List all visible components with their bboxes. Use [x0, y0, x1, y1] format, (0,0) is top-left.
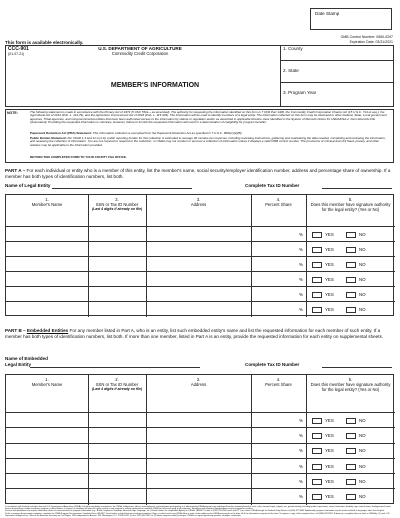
- program-year-label: 3. Program Year: [283, 90, 317, 95]
- column-number: 3.: [196, 377, 201, 382]
- yes-checkbox[interactable]: [312, 292, 322, 298]
- column-header-3: [146, 377, 251, 387]
- no-label: NO: [359, 246, 366, 252]
- part-a-legal-entity-label: Name of Legal Entity: [5, 183, 51, 188]
- column-number: 5.: [348, 377, 353, 382]
- expiration-date: Expiration Date: 03/31/2021: [349, 40, 393, 44]
- ssn-tax-id-cell[interactable]: [88, 287, 146, 302]
- member-name-cell[interactable]: [6, 490, 88, 505]
- date-stamp-label: Date Stamp: [315, 11, 340, 16]
- table-row: [6, 459, 395, 474]
- percent-sign: %: [299, 463, 303, 469]
- address-cell[interactable]: [146, 459, 251, 474]
- part-b-legal-entity-label-1: Name of Embedded: [5, 356, 48, 361]
- footer-complaint: To file a program discrimination complaint, complete the USDA Program Discrimination Complaint Form, AD-3027, found online at http://www.ascr.usda.gov/complaint_filing_cust.html and at any USDA office or write a letter addressed to USDA and provide in the letter all of the information requested in the form. To request a copy of the complaint form, call (866) 632-9992. Submit your completed form or letter to USDA by: (1) mail: U.S. Department of Agriculture, Office of the Assistant Secretary for Civil Rights, 1400 Independence Avenue, SW, Washington, D.C. 20250-9410; (2) fax: (202) 690-7442; or (3) email: program.intake@usda.gov. USDA is an equal opportunity provider, employer, and lender.: [5, 513, 390, 518]
- column-number: 1.: [45, 377, 49, 382]
- yes-checkbox[interactable]: [312, 247, 322, 253]
- percent-sign: %: [299, 261, 303, 267]
- part-a-table: [5, 194, 394, 316]
- yes-label: YES: [325, 417, 334, 423]
- privacy-act-text: The following statement is made in accordance with the Privacy Act of 1974 (5 USC 552a – as amended). The authority for requesting the information identified on this form is 7 CFR Part 1400, the Commodity Credit Corporation Charter Act (15 U.S.C. 714 et seq.), the Agricultural Act of 2014 (Pub. L. 113-79), and the Agriculture Improvement Act of 2018 (Pub. L. 115-334). The information will be used to identify members of a legal entity. The information collected on this form may be disclosed to other Federal, State, Local government agencies, Tribal agencies, and nongovernmental entities that have been authorized access to the information by statute or regulation and/or as described in applicable Routine Uses identified in the System of Records Notice for USDA/FSA-2, Farm Records File (Automated). Providing the requested information is voluntary. However, failure to furnish the requested information will result in a determination of ineligibility for program benefits.: [30, 110, 387, 125]
- ssn-tax-id-cell[interactable]: [88, 490, 146, 505]
- percent-share-cell[interactable]: [251, 287, 306, 302]
- percent-sign: %: [299, 291, 303, 297]
- member-name-cell[interactable]: [6, 287, 88, 302]
- no-checkbox[interactable]: [346, 247, 356, 253]
- address-cell[interactable]: [146, 302, 251, 317]
- percent-sign: %: [299, 432, 303, 438]
- paperwork-statement: [30, 132, 390, 135]
- percent-sign: %: [299, 306, 303, 312]
- no-label: NO: [359, 291, 366, 297]
- column-label: Address: [190, 382, 207, 388]
- column-header-4: [251, 377, 306, 387]
- yes-label: YES: [325, 306, 334, 312]
- column-label: Member's Name: [31, 202, 63, 208]
- no-label: NO: [359, 417, 366, 423]
- yes-checkbox[interactable]: [312, 464, 322, 470]
- column-number: 3.: [196, 197, 201, 202]
- yes-label: YES: [325, 231, 334, 237]
- part-b-tax-id-field[interactable]: [322, 367, 392, 368]
- percent-share-cell[interactable]: [251, 242, 306, 257]
- part-b-text: For any member listed in Part A, who is an entity, list such embedded entity's name and list the requested information for each member of such entity. If a member has both types of identification numbers, list both. If more than one member, listed in Part A is an entity, provide the requested information for each entity on supplemental sheets.: [5, 328, 384, 339]
- part-a-legal-entity-field[interactable]: [52, 188, 192, 189]
- percent-share-cell[interactable]: [251, 302, 306, 317]
- no-label: NO: [359, 478, 366, 484]
- column-number: 2.: [115, 197, 119, 202]
- yes-label: YES: [325, 478, 334, 484]
- column-header-2: [88, 197, 146, 211]
- ssn-tax-id-cell[interactable]: [88, 444, 146, 459]
- table-row: [6, 474, 395, 489]
- yes-checkbox[interactable]: [312, 307, 322, 313]
- county-label: 1. County: [283, 46, 303, 51]
- part-a-heading: PART A –: [5, 168, 26, 173]
- yes-label: YES: [325, 463, 334, 469]
- percent-share-cell[interactable]: [251, 257, 306, 272]
- member-name-cell[interactable]: [6, 413, 88, 428]
- no-label: NO: [359, 432, 366, 438]
- address-cell[interactable]: [146, 444, 251, 459]
- column-label: Percent Share: [265, 202, 292, 208]
- return-instruction: RETURN THIS COMPLETED FORM TO YOUR COUNTY FSA OFFICE.: [30, 155, 127, 159]
- yes-checkbox[interactable]: [312, 494, 322, 500]
- no-checkbox[interactable]: [346, 433, 356, 439]
- percent-share-cell[interactable]: [251, 474, 306, 489]
- table-row: [6, 227, 395, 242]
- yes-label: YES: [325, 448, 334, 454]
- column-label: SSN or Tax ID Number: [95, 382, 139, 388]
- address-cell[interactable]: [146, 242, 251, 257]
- address-cell[interactable]: [146, 474, 251, 489]
- no-checkbox[interactable]: [346, 232, 356, 238]
- table-row: [6, 413, 395, 428]
- part-b-tax-id-label: Complete Tax ID Number: [245, 362, 300, 367]
- part-b-title: Embedded Entities: [26, 328, 69, 333]
- part-b-heading: PART B –: [5, 328, 26, 333]
- column-header-5: [306, 197, 395, 212]
- member-name-cell[interactable]: [6, 474, 88, 489]
- no-checkbox[interactable]: [346, 494, 356, 500]
- burden-text: Per CFAR 1.3 and 11.A (1-6), public reporting burden for this collection is estimated to average 30 minutes per response, including reviewing instructions, gathering and maintaining the data needed, completing and reviewing the information, and reviewing the collection of information. You are not required to respond to the collection, or USDA may not conduct or sponsor a collection of information unless it displays a valid OMB control number. The provisions of criminal and civil fraud, privacy, and other statutes may be applicable to the information provided.: [30, 136, 386, 147]
- form-title: MEMBER'S INFORMATION: [110, 82, 200, 89]
- percent-sign: %: [299, 276, 303, 282]
- column-sublabel: (Last 4 digits if already on file): [91, 207, 143, 212]
- ssn-tax-id-cell[interactable]: [88, 428, 146, 443]
- ssn-tax-id-cell[interactable]: [88, 459, 146, 474]
- no-checkbox[interactable]: [346, 307, 356, 313]
- part-b-legal-entity-label-2: Legal Entity: [5, 361, 32, 367]
- address-cell[interactable]: [146, 257, 251, 272]
- address-cell[interactable]: [146, 227, 251, 242]
- yes-label: YES: [325, 291, 334, 297]
- yes-checkbox[interactable]: [312, 448, 322, 454]
- footer-civil-rights: In accordance with Federal civil rights law and U.S. Department of Agriculture (USDA) civil rights regulations and policies, the USDA, its Agencies, offices, and employees, and institutions participating in or administering USDA programs are prohibited from discriminating based on race, color, national origin, religion, sex, gender identity (including gender expression), sexual orientation, disability, age, marital status, family/parental status, income derived from a public assistance program, political beliefs, or reprisal or retaliation for prior civil rights activity, in any program or activity conducted or funded by USDA (not all bases apply to all programs). Remedies and complaint filing deadlines vary by program or incident.: [5, 506, 392, 511]
- ssn-tax-id-cell[interactable]: [88, 257, 146, 272]
- percent-sign: %: [299, 494, 303, 500]
- ssn-tax-id-cell[interactable]: [88, 227, 146, 242]
- no-checkbox[interactable]: [346, 262, 356, 268]
- no-label: NO: [359, 494, 366, 500]
- part-b-legal-entity-field[interactable]: [30, 367, 200, 368]
- address-cell[interactable]: [146, 413, 251, 428]
- column-label: Member's Name: [31, 382, 63, 388]
- column-label: Percent Share: [265, 382, 292, 388]
- address-cell[interactable]: [146, 490, 251, 505]
- column-label: Address: [190, 202, 207, 208]
- ssn-tax-id-cell[interactable]: [88, 302, 146, 317]
- percent-sign: %: [299, 448, 303, 454]
- omb-number: OMB Control Number: 0560-0297: [340, 35, 393, 39]
- paperwork-label: Paperwork Reduction Act (PRA) Statement:: [30, 131, 92, 135]
- part-b-table-header: [6, 375, 395, 413]
- column-label: SSN or Tax ID Number: [95, 202, 139, 208]
- address-cell[interactable]: [146, 287, 251, 302]
- percent-share-cell[interactable]: [251, 459, 306, 474]
- no-checkbox[interactable]: [346, 277, 356, 283]
- part-b-instructions: [5, 328, 393, 339]
- address-cell[interactable]: [146, 272, 251, 287]
- column-header-2: [88, 377, 146, 391]
- form-id: CCC-901: [8, 46, 29, 52]
- yes-label: YES: [325, 276, 334, 282]
- percent-share-cell[interactable]: [251, 227, 306, 242]
- column-label: Does this member have signature authority for the legal entity? (Yes or No): [310, 382, 391, 393]
- column-number: 5.: [348, 197, 353, 202]
- yes-label: YES: [325, 246, 334, 252]
- subagency-name: Commodity Credit Corporation: [111, 51, 169, 56]
- no-label: NO: [359, 463, 366, 469]
- column-number: 4.: [276, 377, 281, 382]
- table-row: [6, 257, 395, 272]
- yes-label: YES: [325, 494, 334, 500]
- percent-share-cell[interactable]: [251, 490, 306, 505]
- percent-sign: %: [299, 231, 303, 237]
- member-name-cell[interactable]: [6, 302, 88, 317]
- part-b-legal-entity-label: [5, 356, 48, 367]
- member-name-cell[interactable]: [6, 444, 88, 459]
- table-row: [6, 287, 395, 302]
- table-row: [6, 428, 395, 443]
- ssn-tax-id-cell[interactable]: [88, 413, 146, 428]
- agency-name: U.S. DEPARTMENT OF AGRICULTURE: [98, 46, 182, 51]
- table-row: [6, 272, 395, 287]
- column-label: Does this member have signature authority for the legal entity? (Yes or No): [310, 202, 391, 213]
- column-header-5: [306, 377, 395, 392]
- column-sublabel: (Last 4 digits if already on file): [91, 387, 143, 392]
- address-cell[interactable]: [146, 428, 251, 443]
- yes-checkbox[interactable]: [312, 433, 322, 439]
- percent-share-cell[interactable]: [251, 428, 306, 443]
- column-number: 1.: [45, 197, 49, 202]
- no-checkbox[interactable]: [346, 479, 356, 485]
- no-label: NO: [359, 276, 366, 282]
- no-checkbox[interactable]: [346, 292, 356, 298]
- no-checkbox[interactable]: [346, 448, 356, 454]
- percent-sign: %: [299, 417, 303, 423]
- part-a-tax-id-field[interactable]: [322, 188, 392, 189]
- column-header-3: [146, 197, 251, 207]
- member-name-cell[interactable]: [6, 257, 88, 272]
- no-label: NO: [359, 231, 366, 237]
- part-a-tax-id-label: Complete Tax ID Number: [245, 183, 300, 188]
- no-checkbox[interactable]: [346, 464, 356, 470]
- yes-checkbox[interactable]: [312, 262, 322, 268]
- member-name-cell[interactable]: [6, 272, 88, 287]
- table-row: [6, 444, 395, 459]
- yes-checkbox[interactable]: [312, 232, 322, 238]
- yes-label: YES: [325, 432, 334, 438]
- part-a-text: For each individual or entity who is a member of this entity, list the member's name, social security/employer identification number, address and percentage share of ownership. If a member has both types of identification numbers, list both.: [5, 168, 391, 179]
- member-name-cell[interactable]: [6, 428, 88, 443]
- no-label: NO: [359, 261, 366, 267]
- member-name-cell[interactable]: [6, 459, 88, 474]
- note-label: NOTE:: [7, 111, 18, 115]
- percent-share-cell[interactable]: [251, 444, 306, 459]
- percent-share-cell[interactable]: [251, 272, 306, 287]
- part-a-table-header: [6, 195, 395, 227]
- no-label: NO: [359, 306, 366, 312]
- ssn-tax-id-cell[interactable]: [88, 272, 146, 287]
- date-stamp-box: [310, 8, 392, 30]
- form-date: (01-07-21): [8, 52, 25, 56]
- footer-disabilities: Persons with disabilities who require alternative means of communication for program information (e.g., Braille, large print, audiotape, American Sign Language, etc.) should contact the responsible Agency or USDA's TARGET Center at (202) 720-2600 (voice and TTY) or contact USDA through the Federal Relay Service at (800) 877-8339. Additionally, program information may be made available in languages other than English.: [5, 510, 385, 512]
- column-number: 4.: [276, 197, 281, 202]
- member-name-cell[interactable]: [6, 227, 88, 242]
- member-name-cell[interactable]: [6, 242, 88, 257]
- table-row: [6, 242, 395, 257]
- part-b-table: [5, 374, 394, 504]
- column-number: 2.: [115, 377, 119, 382]
- paperwork-text: This information collection is exempted from the Paperwork Reduction Act as specified in 7 U.S.C. 9091(c)(2)(B).: [92, 131, 243, 135]
- burden-label: Public Burden Statement:: [30, 136, 67, 140]
- part-a-instructions: [5, 168, 393, 179]
- percent-share-cell[interactable]: [251, 413, 306, 428]
- column-header-1: [6, 197, 88, 207]
- electronic-note: This form is available electronically.: [5, 40, 84, 45]
- table-row: [6, 490, 395, 505]
- state-label: 2. State: [283, 68, 299, 73]
- percent-sign: %: [299, 246, 303, 252]
- table-row: [6, 302, 395, 317]
- column-header-1: [6, 377, 88, 387]
- no-checkbox[interactable]: [346, 418, 356, 424]
- column-header-4: [251, 197, 306, 207]
- percent-sign: %: [299, 478, 303, 484]
- burden-statement: [30, 137, 390, 147]
- yes-checkbox[interactable]: [312, 277, 322, 283]
- yes-checkbox[interactable]: [312, 418, 322, 424]
- ssn-tax-id-cell[interactable]: [88, 474, 146, 489]
- ssn-tax-id-cell[interactable]: [88, 242, 146, 257]
- no-label: NO: [359, 448, 366, 454]
- yes-label: YES: [325, 261, 334, 267]
- yes-checkbox[interactable]: [312, 479, 322, 485]
